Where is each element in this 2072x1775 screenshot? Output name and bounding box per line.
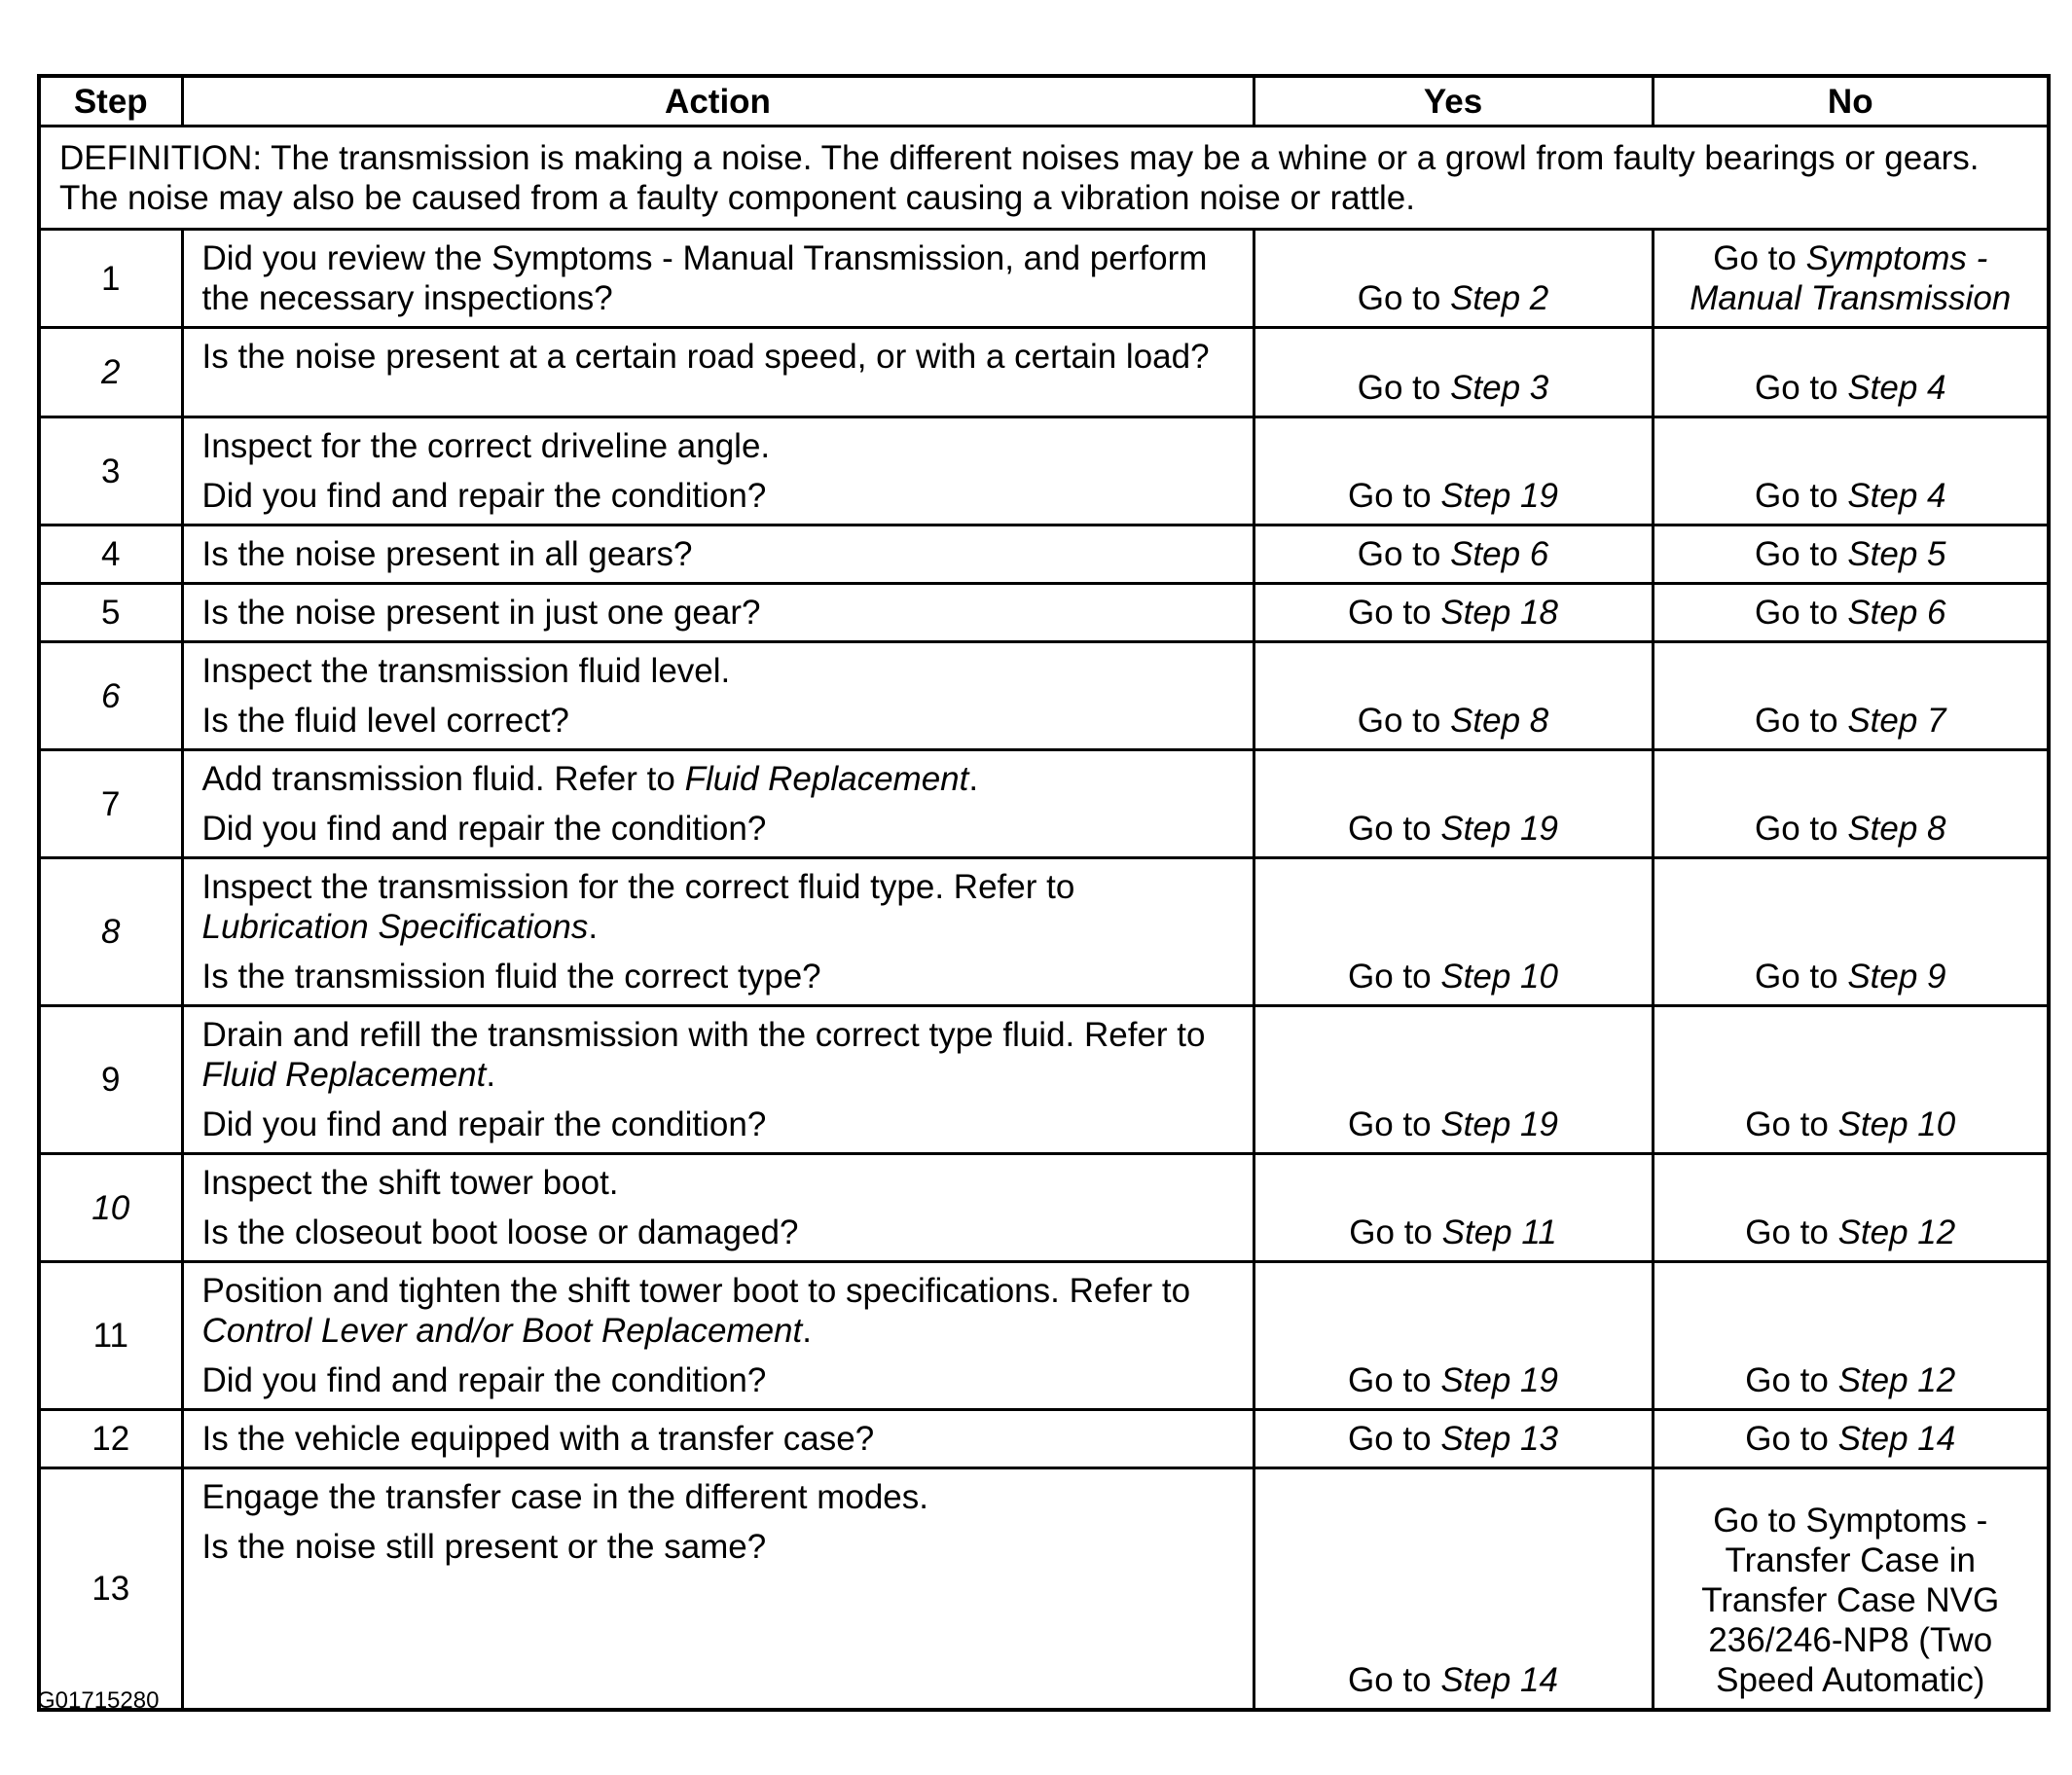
text-segment: Position and tighten the shift tower boot to specifications. Refer to <box>201 1272 1191 1310</box>
text-segment: Go to <box>1754 369 1848 407</box>
step-number: 13 <box>39 1468 182 1710</box>
text-segment: Go to <box>1754 594 1848 632</box>
step-number: 4 <box>39 525 182 584</box>
italic-reference: Step 3 <box>1450 369 1549 407</box>
step-number: 6 <box>39 642 182 750</box>
italic-reference: Step 10 <box>1440 958 1558 996</box>
table-row <box>39 1154 2049 1262</box>
text-segment: Go to <box>1357 369 1451 407</box>
italic-reference: Step 13 <box>1440 1420 1558 1458</box>
yes-result <box>1254 642 1653 750</box>
italic-reference: Step 19 <box>1440 810 1558 848</box>
action-line <box>202 534 1241 574</box>
step-number: 5 <box>39 584 182 642</box>
text-segment: Inspect the shift tower boot. <box>201 1164 619 1202</box>
action-line <box>202 1419 1241 1459</box>
text-segment: Go to <box>1754 958 1848 996</box>
text-segment: Go to <box>1754 535 1848 573</box>
action-cell <box>182 1468 1254 1710</box>
text-segment: Did you find and repair the condition? <box>201 1361 767 1399</box>
text-segment: Inspect for the correct driveline angle. <box>201 427 771 465</box>
text-segment: Go to <box>1754 477 1848 515</box>
italic-reference: Step 6 <box>1450 535 1549 573</box>
text-segment: Did you find and repair the condition? <box>201 1105 767 1143</box>
text-segment: Go to Symptoms - Transfer Case in Transfer Case NVG 236/246-NP8 (Two Speed Automatic) <box>1701 1501 2000 1699</box>
text-segment: Did you find and repair the condition? <box>201 477 767 515</box>
italic-reference: Step 12 <box>1837 1214 1956 1251</box>
italic-reference: Fluid Replacement <box>684 760 969 798</box>
action-line <box>202 426 1241 466</box>
italic-reference: Step 14 <box>1837 1420 1956 1458</box>
action-cell <box>182 230 1254 328</box>
yes-result <box>1254 1262 1653 1410</box>
action-line <box>202 593 1241 633</box>
text-segment: Go to <box>1348 1660 1441 1699</box>
no-result <box>1653 1006 2049 1154</box>
action-line <box>202 1360 1241 1400</box>
text-segment: Is the noise present in just one gear? <box>201 594 761 632</box>
diagnostic-table <box>37 74 2051 1712</box>
action-cell <box>182 417 1254 525</box>
italic-reference: Step 19 <box>1440 477 1558 515</box>
text-segment: Go to <box>1357 702 1451 740</box>
action-line <box>202 1213 1241 1252</box>
table-row <box>39 417 2049 525</box>
text-segment: Go to <box>1745 1420 1838 1458</box>
no-result <box>1653 584 2049 642</box>
text-segment: Drain and refill the transmission with the correct type fluid. Refer to <box>201 1016 1206 1054</box>
italic-reference: Step 8 <box>1450 702 1549 740</box>
italic-reference: Lubrication Specifications <box>201 908 589 946</box>
text-segment: Go to <box>1348 1105 1441 1143</box>
step-number: 11 <box>39 1262 182 1410</box>
text-segment: . <box>968 760 979 798</box>
no-result <box>1653 1154 2049 1262</box>
step-number: 7 <box>39 750 182 858</box>
no-result <box>1653 642 2049 750</box>
yes-result <box>1254 1154 1653 1262</box>
text-segment: Is the closeout boot loose or damaged? <box>201 1214 799 1251</box>
text-segment: Go to <box>1357 535 1451 573</box>
text-segment: Go to <box>1745 1105 1838 1143</box>
no-result <box>1653 858 2049 1006</box>
table-row <box>39 750 2049 858</box>
action-line <box>202 1015 1241 1095</box>
italic-reference: Step 4 <box>1847 477 1946 515</box>
table-row <box>39 1468 2049 1710</box>
header-action: Action <box>182 76 1254 127</box>
step-number: 9 <box>39 1006 182 1154</box>
italic-reference: Symptoms - Manual Transmission <box>1690 239 2012 317</box>
table-row <box>39 642 2049 750</box>
text-segment: Go to <box>1348 810 1441 848</box>
italic-reference: Step 12 <box>1837 1361 1956 1399</box>
definition-row <box>39 127 2049 230</box>
action-cell <box>182 525 1254 584</box>
text-segment: Go to <box>1349 1214 1442 1251</box>
text-segment: Is the noise present at a certain road speed, or with a certain load? <box>201 338 1210 376</box>
table-row <box>39 584 2049 642</box>
text-segment: Add transmission fluid. Refer to <box>201 760 685 798</box>
table-row <box>39 230 2049 328</box>
text-segment: Is the vehicle equipped with a transfer case? <box>201 1420 875 1458</box>
yes-result <box>1254 1410 1653 1468</box>
action-line <box>202 759 1241 799</box>
italic-reference: Step 8 <box>1847 810 1946 848</box>
text-segment: Go to <box>1357 279 1451 317</box>
text-segment: . <box>486 1056 496 1094</box>
step-number: 1 <box>39 230 182 328</box>
text-segment: Is the noise present in all gears? <box>201 535 693 573</box>
yes-result <box>1254 1006 1653 1154</box>
action-cell <box>182 642 1254 750</box>
action-line <box>202 957 1241 996</box>
header-row <box>39 76 2049 127</box>
action-cell <box>182 750 1254 858</box>
yes-result <box>1254 230 1653 328</box>
action-cell <box>182 328 1254 417</box>
action-line <box>202 1527 1241 1567</box>
step-number: 10 <box>39 1154 182 1262</box>
action-cell <box>182 1410 1254 1468</box>
italic-reference: Step 19 <box>1440 1361 1558 1399</box>
yes-result <box>1254 750 1653 858</box>
action-line <box>202 701 1241 741</box>
action-line <box>202 238 1241 318</box>
no-result <box>1653 417 2049 525</box>
italic-reference: Step 14 <box>1440 1660 1558 1699</box>
table-row <box>39 1006 2049 1154</box>
action-cell <box>182 1006 1254 1154</box>
text-segment: Go to <box>1348 477 1441 515</box>
italic-reference: Step 10 <box>1837 1105 1956 1143</box>
action-line <box>202 337 1241 377</box>
action-cell <box>182 858 1254 1006</box>
header-no: No <box>1653 76 2049 127</box>
italic-reference: Step 2 <box>1450 279 1549 317</box>
figure-id: G01715280 <box>37 1687 160 1714</box>
text-segment: . <box>802 1312 812 1350</box>
table-row <box>39 328 2049 417</box>
no-result <box>1653 1262 2049 1410</box>
step-number: 2 <box>39 328 182 417</box>
text-segment: Go to <box>1754 702 1848 740</box>
yes-result <box>1254 858 1653 1006</box>
text-segment: Inspect the transmission fluid level. <box>201 652 731 690</box>
table-row <box>39 858 2049 1006</box>
text-segment: Is the fluid level correct? <box>201 702 569 740</box>
no-result <box>1653 1468 2049 1710</box>
no-result <box>1653 230 2049 328</box>
italic-reference: Control Lever and/or Boot Replacement <box>201 1312 803 1350</box>
text-segment: Is the noise still present or the same? <box>201 1528 767 1566</box>
definition-text: DEFINITION: The transmission is making a noise. The different noises may be a whine or a growl from faulty bearings or gears. The noise may also be caused from a faulty component causing a vibration noise or rattle. <box>39 127 2049 230</box>
text-segment: Did you find and repair the condition? <box>201 810 767 848</box>
yes-result <box>1254 584 1653 642</box>
italic-reference: Step 7 <box>1847 702 1946 740</box>
yes-result <box>1254 1468 1653 1710</box>
table-row <box>39 1410 2049 1468</box>
action-line <box>202 867 1241 947</box>
no-result <box>1653 750 2049 858</box>
action-line <box>202 1105 1241 1144</box>
action-line <box>202 1271 1241 1351</box>
table-row <box>39 1262 2049 1410</box>
text-segment: Engage the transfer case in the different modes. <box>201 1478 928 1516</box>
action-line <box>202 1477 1241 1517</box>
action-line <box>202 476 1241 516</box>
table-row <box>39 525 2049 584</box>
action-cell <box>182 1262 1254 1410</box>
italic-reference: Step 11 <box>1441 1214 1557 1251</box>
text-segment: . <box>588 908 599 946</box>
italic-reference: Step 9 <box>1847 958 1946 996</box>
text-segment: Go to <box>1348 1420 1441 1458</box>
action-cell <box>182 584 1254 642</box>
yes-result <box>1254 328 1653 417</box>
text-segment: Go to <box>1348 1361 1441 1399</box>
no-result <box>1653 1410 2049 1468</box>
no-result <box>1653 525 2049 584</box>
header-step: Step <box>39 76 182 127</box>
text-segment: Is the transmission fluid the correct type? <box>201 958 821 996</box>
italic-reference: Step 5 <box>1847 535 1946 573</box>
text-segment: Inspect the transmission for the correct fluid type. Refer to <box>201 868 1075 906</box>
italic-reference: Step 4 <box>1847 369 1946 407</box>
italic-reference: Step 19 <box>1440 1105 1558 1143</box>
action-line <box>202 651 1241 691</box>
yes-result <box>1254 417 1653 525</box>
step-number: 12 <box>39 1410 182 1468</box>
step-number: 8 <box>39 858 182 1006</box>
action-line <box>202 1163 1241 1203</box>
no-result <box>1653 328 2049 417</box>
italic-reference: Step 6 <box>1847 594 1946 632</box>
yes-result <box>1254 525 1653 584</box>
step-number: 3 <box>39 417 182 525</box>
text-segment: Did you review the Symptoms - Manual Transmission, and perform the necessary inspections? <box>201 239 1208 317</box>
italic-reference: Fluid Replacement <box>201 1056 487 1094</box>
action-cell <box>182 1154 1254 1262</box>
header-yes: Yes <box>1254 76 1653 127</box>
italic-reference: Step 18 <box>1440 594 1558 632</box>
text-segment: Go to <box>1745 1214 1838 1251</box>
text-segment: Go to <box>1745 1361 1838 1399</box>
text-segment: Go to <box>1713 239 1806 277</box>
text-segment: Go to <box>1348 958 1441 996</box>
action-line <box>202 809 1241 849</box>
text-segment: Go to <box>1348 594 1441 632</box>
text-segment: Go to <box>1754 810 1848 848</box>
